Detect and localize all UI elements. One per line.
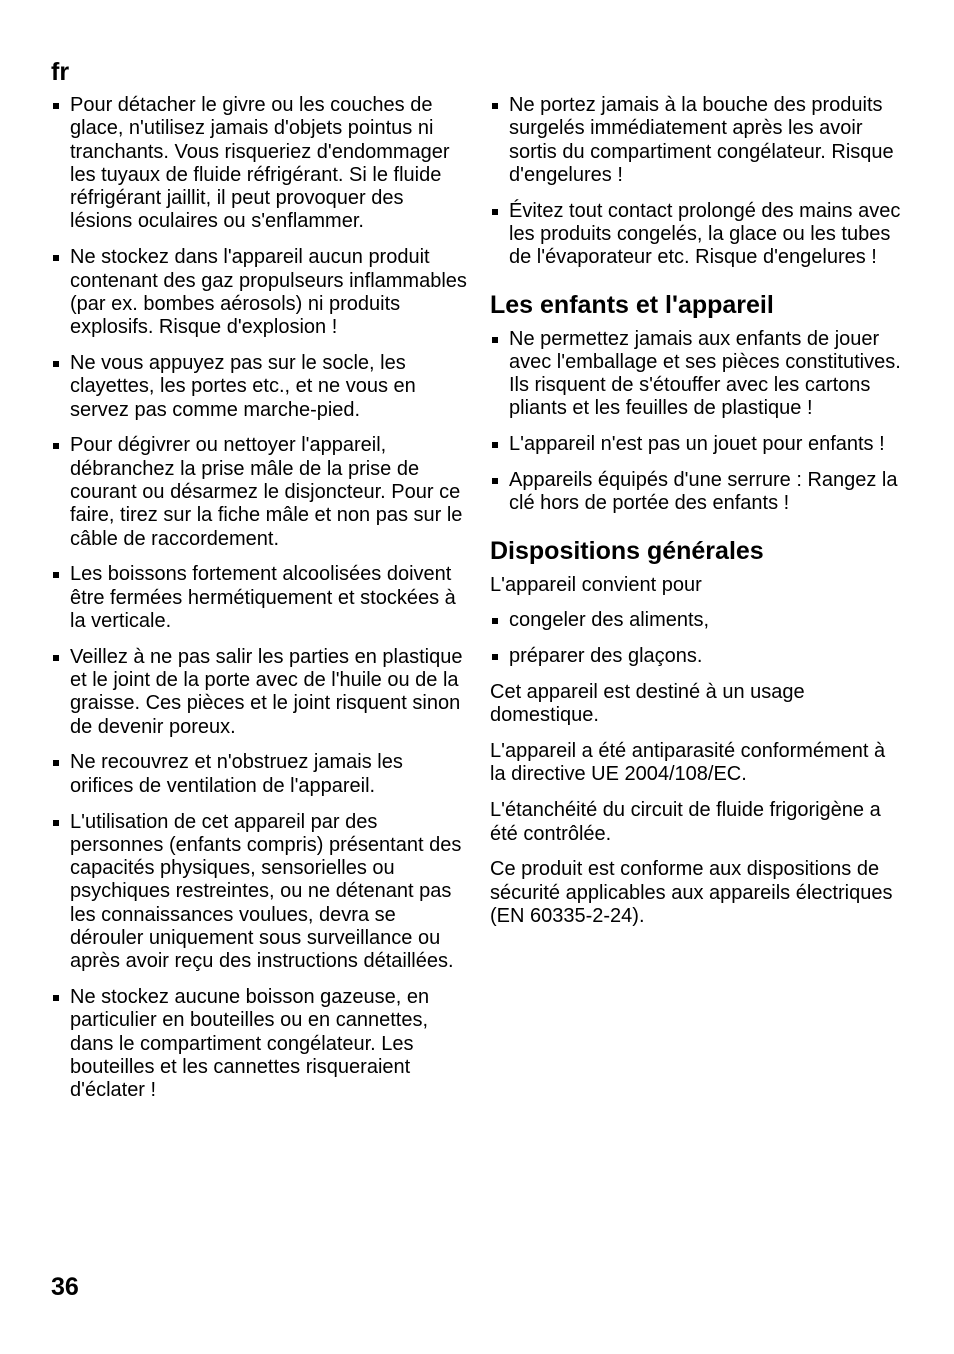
list-item [51, 986, 467, 1102]
square-bullet-icon [492, 654, 498, 660]
general-paragraph: L'étanchéité du circuit de fluide frigorigène a été contrôlée. [490, 799, 881, 845]
list-item-text: Ne portez jamais à la bouche des produits surgelés immédiatement après les avoir sortis du compartiment congélateur. Risque d'engelures ! [509, 94, 894, 186]
section-heading-general: Dispositions générales [490, 536, 764, 565]
safety-bullet-list-right [490, 94, 906, 270]
list-item [490, 469, 906, 516]
list-item-text: Évitez tout contact prolongé des mains avec les produits congelés, la glace ou les tubes de l'évaporateur etc. Risque d'engelures ! [509, 199, 901, 269]
square-bullet-icon [492, 478, 498, 484]
square-bullet-icon [492, 618, 498, 624]
section-heading-children: Les enfants et l'appareil [490, 290, 774, 319]
square-bullet-icon [492, 442, 498, 448]
list-item-text: congeler des aliments, [509, 609, 710, 632]
square-bullet-icon [53, 820, 59, 826]
list-item-text: Ne stockez dans l'appareil aucun produit contenant des gaz propulseurs inflammables (par ex. bombes aérosols) ni produits explosifs. Risque d'explosion ! [70, 246, 467, 339]
list-item [51, 352, 467, 422]
list-item [51, 563, 467, 633]
list-item-text: Ne stockez aucune boisson gazeuse, en particulier en bouteilles ou en cannettes, dans le compartiment congélateur. Les bouteilles et les cannettes risqueraient d'éclater ! [70, 986, 430, 1102]
list-item [490, 94, 906, 187]
square-bullet-icon [53, 443, 59, 449]
right-column [490, 94, 906, 941]
square-bullet-icon [53, 995, 59, 1001]
page-number: 36 [51, 1273, 79, 1301]
list-item [51, 751, 467, 798]
list-item [51, 434, 467, 550]
general-paragraph: Cet appareil est destiné à un usage domestique. [490, 681, 805, 727]
list-item [490, 433, 906, 456]
list-item-text: Pour dégivrer ou nettoyer l'appareil, débranchez la prise mâle de la prise de courant ou désarmez le disjoncteur. Pour ce faire, tirez sur la fiche mâle et non pas sur le câble de raccordement. [70, 434, 463, 550]
list-item-text: L'utilisation de cet appareil par des personnes (enfants compris) présentant des capacités physiques, sensorielles ou psychiques restreintes, ou ne détenant pas les connaissances voulues, devra se dérouler uniquement sous surveillance ou après avoir reçu des instructions détaillées. [70, 810, 462, 973]
list-item [51, 811, 467, 974]
square-bullet-icon [492, 337, 498, 343]
square-bullet-icon [53, 760, 59, 766]
list-item-text: Veillez à ne pas salir les parties en plastique et le joint de la porte avec de l'huile ou de la graisse. Ces pièces et le joint risquent sinon de devenir poreux. [70, 645, 463, 738]
list-item [51, 646, 467, 739]
list-item-text: Appareils équipés d'une serrure : Rangez la clé hors de portée des enfants ! [509, 469, 898, 515]
list-item-text: Ne permettez jamais aux enfants de jouer avec l'emballage et ses pièces constitutives. Ils risquent de s'étouffer avec les cartons pliants et les feuilles de plastique ! [509, 327, 901, 420]
square-bullet-icon [53, 361, 59, 367]
square-bullet-icon [53, 655, 59, 661]
list-item-text: Ne recouvrez et n'obstruez jamais les orifices de ventilation de l'appareil. [70, 751, 403, 797]
square-bullet-icon [53, 103, 59, 109]
left-column [51, 94, 467, 1115]
list-item [490, 328, 906, 421]
square-bullet-icon [492, 103, 498, 109]
square-bullet-icon [53, 572, 59, 578]
list-item-text: L'appareil n'est pas un jouet pour enfants ! [509, 433, 885, 456]
list-item-text: Pour détacher le givre ou les couches de glace, n'utilisez jamais d'objets pointus ni tranchants. Vous risqueriez d'endommager les tuyaux de fluide réfrigérant. Si le fluide réfrigérant jaillit, il peut provoquer des lésions oculaires ou s'enflammer. [70, 94, 450, 233]
language-tag: fr [51, 58, 70, 86]
list-item [51, 246, 467, 339]
general-intro: L'appareil convient pour [490, 573, 702, 596]
list-item-text: préparer des glaçons. [509, 645, 703, 668]
general-bullet-list [490, 609, 906, 668]
list-item [490, 645, 906, 668]
list-item-text: Ne vous appuyez pas sur le socle, les clayettes, les portes etc., et ne vous en servez pas comme marche-pied. [70, 351, 416, 421]
list-item [490, 200, 906, 270]
children-bullet-list [490, 328, 906, 516]
square-bullet-icon [492, 209, 498, 215]
list-item [490, 609, 906, 632]
list-item-text: Les boissons fortement alcoolisées doivent être fermées hermétiquement et stockées à la verticale. [70, 563, 456, 632]
general-paragraph: L'appareil a été antiparasité conformément à la directive UE 2004/108/EC. [490, 740, 886, 786]
list-item [51, 94, 467, 234]
square-bullet-icon [53, 255, 59, 261]
general-paragraph: Ce produit est conforme aux dispositions de sécurité applicables aux appareils électriques (EN 60335-2-24). [490, 858, 893, 927]
safety-bullet-list-left [51, 94, 467, 1103]
